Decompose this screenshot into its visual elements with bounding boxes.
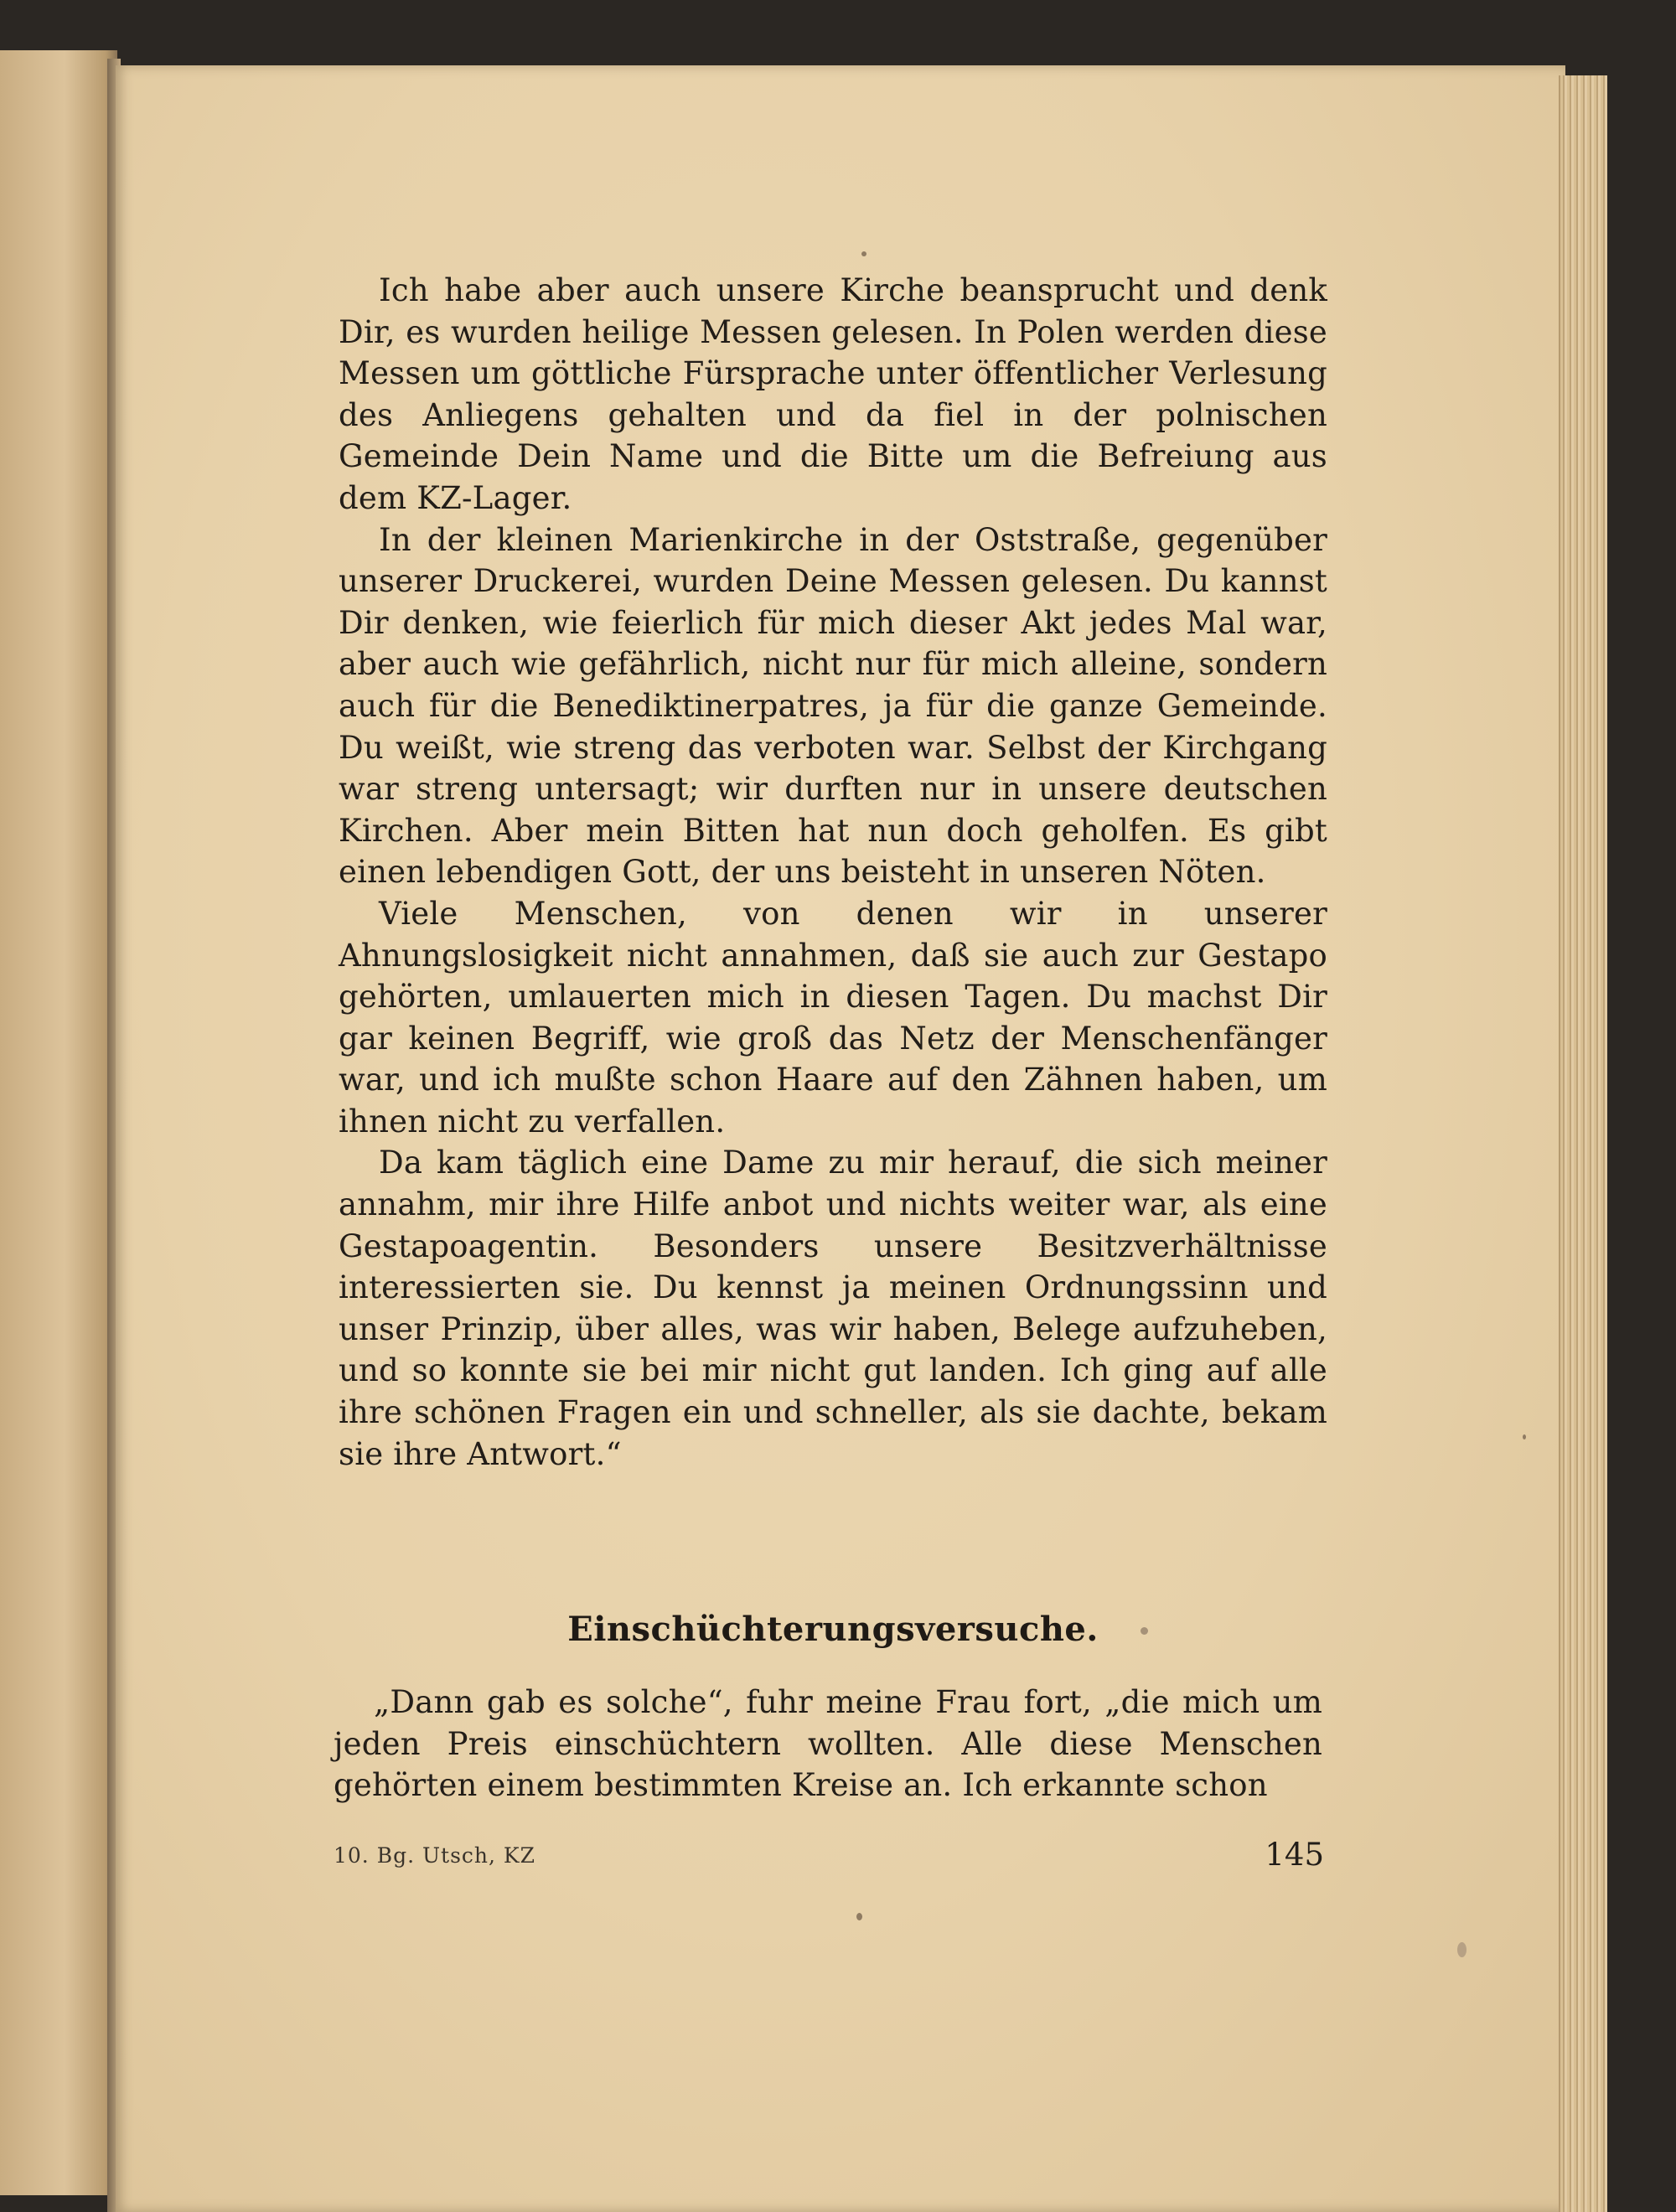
paper-speck — [1457, 1942, 1466, 1957]
paper-speck — [1523, 1434, 1526, 1439]
body-text — [339, 270, 1327, 1475]
paper-speck — [856, 1913, 862, 1920]
paragraph-1: Ich habe aber auch unsere Kirche beansprucht und denk Dir, es wurden heilige Messen gelesen. In Polen werden diese Messen um göttliche Fürsprache unter öffentlicher Verlesung des Anliegens gehalten und da fiel in der polnischen Gemeinde Dein Name und die Bitte um die Befreiung aus dem KZ-Lager. — [339, 272, 1327, 516]
section-heading: Einschüchterungsversuche. — [567, 1610, 1099, 1649]
page-number: 145 — [1265, 1837, 1324, 1873]
paper-speck — [861, 251, 866, 256]
paragraph-3: Viele Menschen, von denen wir in unserer Ahnungslosigkeit nicht annahmen, daß sie auch zur Gestapo gehörten, umlauerten mich in diesen Tagen. Du machst Dir gar keinen Begriff, wie groß das Netz der Menschenfänger war, und ich mußte schon Haare auf den Zähnen haben, um ihnen nicht zu verfallen. — [339, 895, 1327, 1140]
paragraph-4: Da kam täglich eine Dame zu mir herauf, die sich meiner annahm, mir ihre Hilfe anbot und nichts weiter war, als eine Gestapoagentin. Besonders unsere Besitzverhältnisse interessierten sie. Du kennst ja meinen Ordnungssinn und unser Prinzip, über alles, was wir haben, Belege aufzuheben, und so konnte sie bei mir nicht gut landen. Ich ging auf alle ihre schönen Fragen ein und schneller, als sie dachte, bekam sie ihre Antwort.“ — [339, 1145, 1327, 1472]
section-body-text — [334, 1682, 1322, 1806]
left-page-edge — [0, 50, 117, 2195]
page-edges-stack — [1559, 75, 1607, 2212]
paragraph-2: In der kleinen Marienkirche in der Oststraße, gegenüber unserer Druckerei, wurden Deine Messen gelesen. Du kannst Dir denken, wie feierlich für mich dieser Akt jedes Mal war, aber auch wie gefährlich, nicht nur für mich alleine, sondern auch für die Benediktinerpatres, ja für die ganze Gemeinde. Du weißt, wie streng das verboten war. Selbst der Kirchgang war streng untersagt; wir durften nur in unsere deutschen Kirchen. Aber mein Bitten hat nun doch geholfen. Es gibt einen lebendigen Gott, der uns beisteht in unseren Nöten. — [339, 521, 1327, 891]
paper-speck — [1141, 1627, 1148, 1635]
printer-signature-mark: 10. Bg. Utsch, KZ — [334, 1843, 535, 1868]
section-paragraph: „Dann gab es solche“, fuhr meine Frau fort, „die mich um jeden Preis einschüchtern wollten. Alle diese Menschen gehörten einem bestimmten Kreise an. Ich erkannte schon — [334, 1684, 1322, 1804]
